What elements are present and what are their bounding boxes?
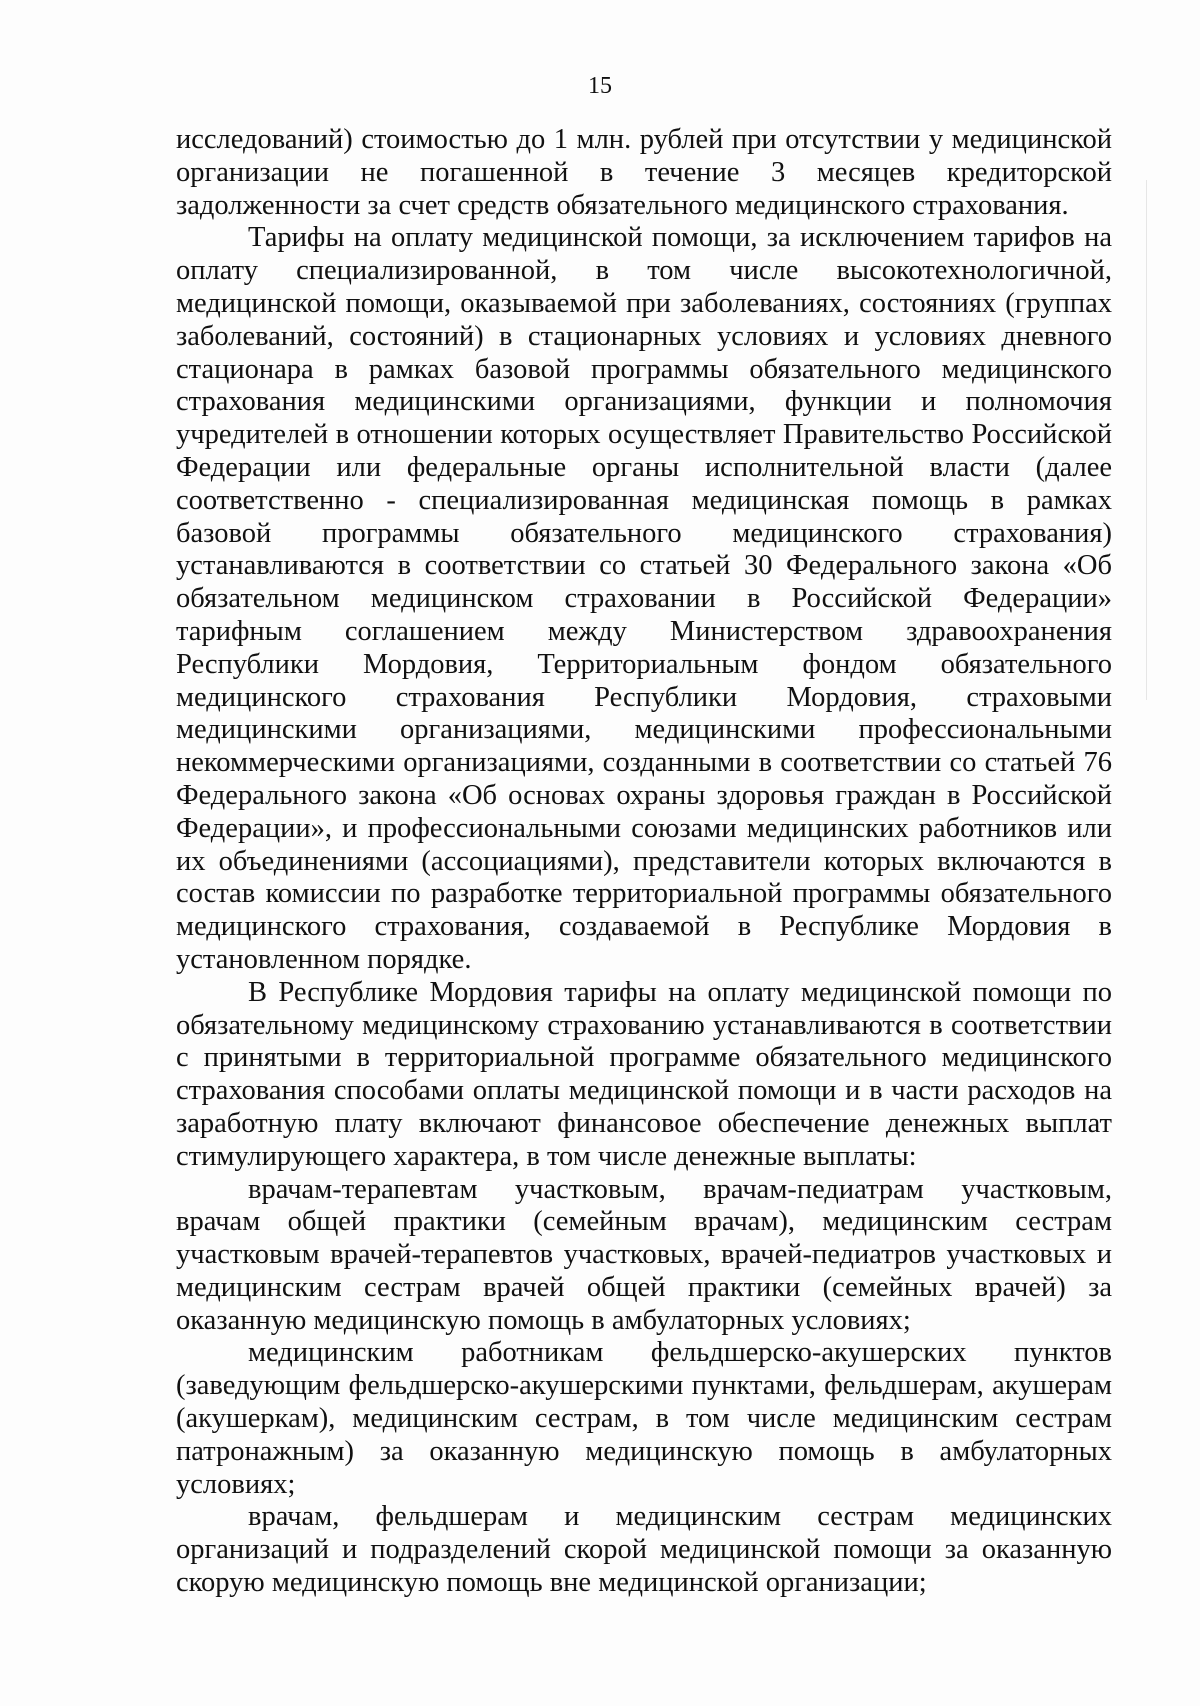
paragraph-continuation: исследований) стоимостью до 1 млн. рублей при отсутствии у медицинской организации не погашенной в течение 3 месяцев кредиторской задолженности за счет средств обязательного медицинского страхования.: [176, 124, 1112, 221]
document-body: [176, 124, 1112, 1600]
scan-edge-mark: [1146, 180, 1147, 700]
list-item-emergency-care: врачам, фельдшерам и медицинским сестрам медицинских организаций и подразделений скорой медицинской помощи за оказанную скорую медицинскую помощь вне медицинской организации;: [176, 1501, 1112, 1599]
paragraph-mordovia-tariffs: В Республике Мордовия тарифы на оплату медицинской помощи по обязательному медицинскому страхованию устанавливаются в соответствии с принятыми в территориальной программе обязательного медицинского страхования способами оплаты медицинской помощи и в части расходов на заработную плату включают финансовое обеспечение денежных выплат стимулирующего характера, в том числе денежные выплаты:: [176, 976, 1112, 1172]
paragraph-tariffs: Тарифы на оплату медицинской помощи, за исключением тарифов на оплату специализированной, в том числе высокотехнологичной, медицинской помощи, оказываемой при заболеваниях, состояниях (группах заболеваний, состояний) в стационарных условиях и условиях дневного стационара в рамках базовой программы обязательного медицинского страхования медицинскими организациями, функции и полномочия учредителей в отношении которых осуществляет Правительство Российской Федерации или федеральные органы исполнительной власти (далее соответственно - специализированная медицинская помощь в рамках базовой программы обязательного медицинского страхования) устанавливаются в соответствии со статьей 30 Федерального закона «Об обязательном медицинском страховании в Российской Федерации» тарифным соглашением между Министерством здравоохранения Республики Мордовия, Территориальным фондом обязательного медицинского страхования Республики Мордовия, страховыми медицинскими организациями, медицинскими профессиональными некоммерческими организациями, созданными в соответствии со статьей 76 Федерального закона «Об основах охраны здоровья граждан в Российской Федерации», и профессиональными союзами медицинских работников или их объединениями (ассоциациями), представители которых включаются в состав комиссии по разработке территориальной программы обязательного медицинского страхования, создаваемой в Республике Мордовия в установленном порядке.: [176, 222, 1112, 975]
page-number: 15: [588, 73, 612, 99]
list-item-feldsher-stations: медицинским работникам фельдшерско-акушерских пунктов (заведующим фельдшерско-акушерскими пунктами, фельдшерам, акушерам (акушеркам), медицинским сестрам, в том числе медицинским сестрам патронажным) за оказанную медицинскую помощь в амбулаторных условиях;: [176, 1337, 1112, 1500]
list-item-district-doctors: врачам-терапевтам участковым, врачам-педиатрам участковым, врачам общей практики (семейным врачам), медицинским сестрам участковым врачей-терапевтов участковых, врачей-педиатров участковых и медицинским сестрам врачей общей практики (семейных врачей) за оказанную медицинскую помощь в амбулаторных условиях;: [176, 1173, 1112, 1336]
